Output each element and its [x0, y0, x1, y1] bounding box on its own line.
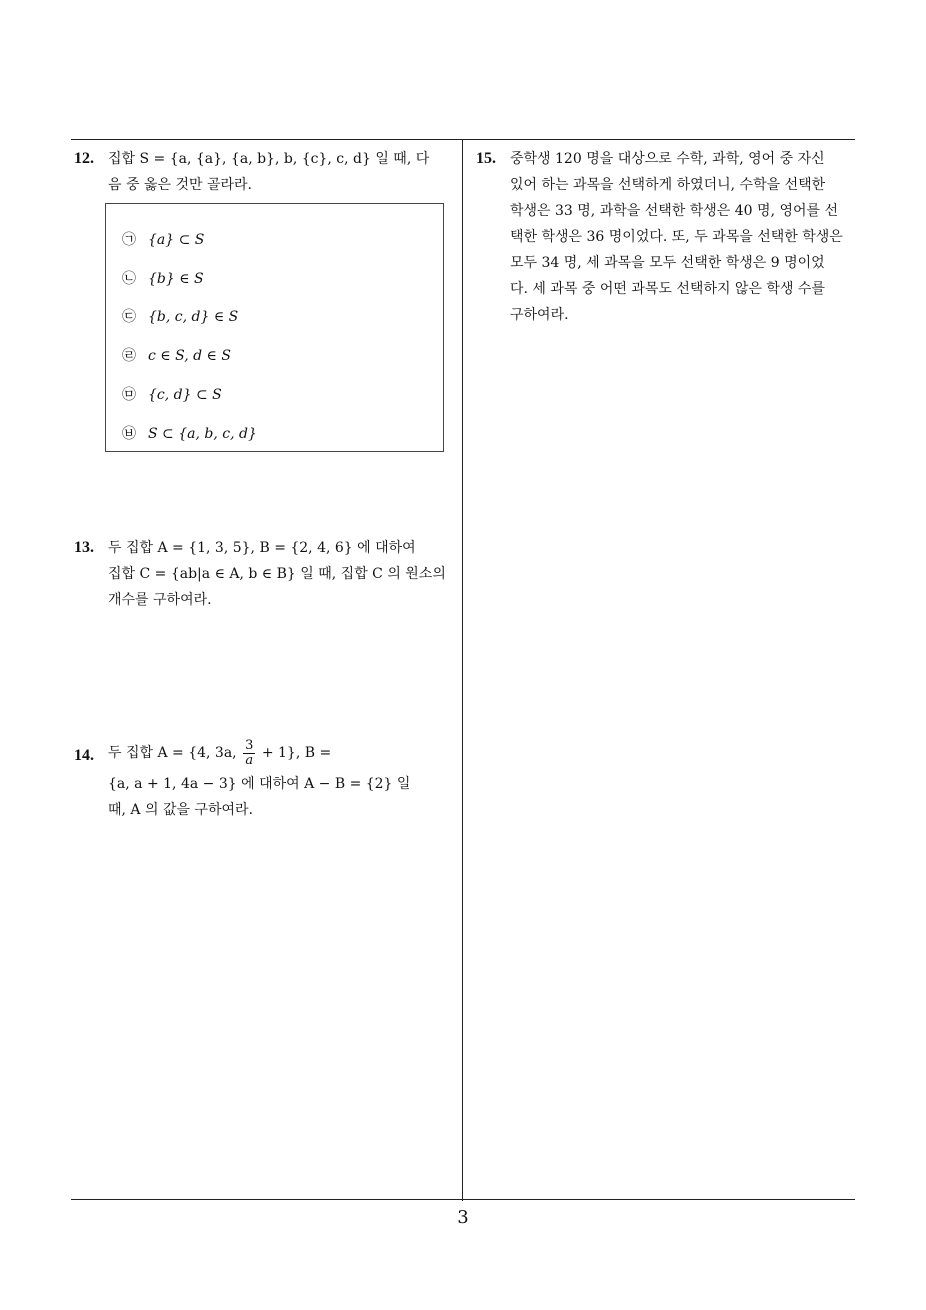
option-marker: ㉢ [122, 309, 136, 325]
question-text-line: 택한 학생은 36 명이었다. 또, 두 과목을 선택한 학생은 [510, 229, 843, 245]
option-marker: ㉡ [122, 271, 136, 287]
question-12 [74, 146, 458, 198]
option-item [122, 423, 257, 443]
option-text: {c, d} ⊂ S [148, 387, 222, 403]
option-text: {b, c, d} ∈ S [148, 309, 239, 325]
option-item [122, 345, 231, 365]
question-text-line: 두 집합 A = {1, 3, 5}, B = {2, 4, 6} 에 대하여 [108, 540, 416, 556]
option-text: {a} ⊂ S [148, 232, 205, 248]
bottom-rule [71, 1199, 855, 1200]
option-text: S ⊂ {a, b, c, d} [148, 426, 257, 442]
option-marker: ㉤ [122, 387, 136, 403]
column-divider [462, 139, 463, 1201]
question-text-line: 집합 S = {a, {a}, {a, b}, b, {c}, c, d} 일 때, 다 [108, 151, 430, 167]
fraction-denominator: a [245, 752, 254, 768]
option-item [122, 306, 238, 326]
option-text: {b} ∈ S [148, 271, 204, 287]
question-number: 15. [476, 150, 496, 167]
question-13 [74, 535, 458, 613]
fraction-numerator: 3 [245, 737, 254, 753]
question-text-line: 구하여라. [510, 307, 569, 323]
page-number: 3 [457, 1207, 469, 1228]
options-box [105, 203, 444, 452]
question-text-part: 두 집합 A = {4, 3a, [108, 745, 237, 761]
fraction [243, 739, 255, 768]
question-15 [476, 146, 860, 328]
option-marker: ㉥ [122, 426, 136, 442]
option-item [122, 384, 222, 404]
question-text-line: 있어 하는 과목을 선택하게 하였더니, 수학을 선택한 [510, 177, 826, 193]
question-text-line: 모두 34 명, 세 과목을 모두 선택한 학생은 9 명이었 [510, 255, 825, 271]
question-text-line: 다. 세 과목 중 어떤 과목도 선택하지 않은 학생 수를 [510, 281, 825, 297]
option-marker: ㉠ [122, 232, 136, 248]
top-rule [71, 139, 855, 140]
option-marker: ㉣ [122, 348, 136, 364]
question-number: 14. [74, 747, 94, 764]
question-text-part: + 1}, B = [261, 745, 332, 761]
question-text-line: {a, a + 1, 4a − 3} 에 대하여 A − B = {2} 일 [108, 776, 411, 792]
question-number: 13. [74, 539, 94, 556]
option-item [122, 268, 204, 288]
question-14 [74, 735, 458, 823]
question-text-line: 개수를 구하여라. [108, 592, 212, 608]
question-text-line: 학생은 33 명, 과학을 선택한 학생은 40 명, 영어를 선 [510, 203, 839, 219]
question-text-line: 집합 C = {ab|a ∈ A, b ∈ B} 일 때, 집합 C 의 원소의 [108, 566, 446, 582]
question-text-line: 중학생 120 명을 대상으로 수학, 과학, 영어 중 자신 [510, 151, 825, 167]
question-text-line [108, 735, 458, 771]
option-text: c ∈ S, d ∈ S [148, 348, 231, 364]
question-text-line: 음 중 옳은 것만 골라라. [108, 177, 252, 193]
question-text-line: 때, A 의 값을 구하여라. [108, 802, 254, 818]
option-item [122, 229, 204, 249]
question-number: 12. [74, 150, 94, 167]
